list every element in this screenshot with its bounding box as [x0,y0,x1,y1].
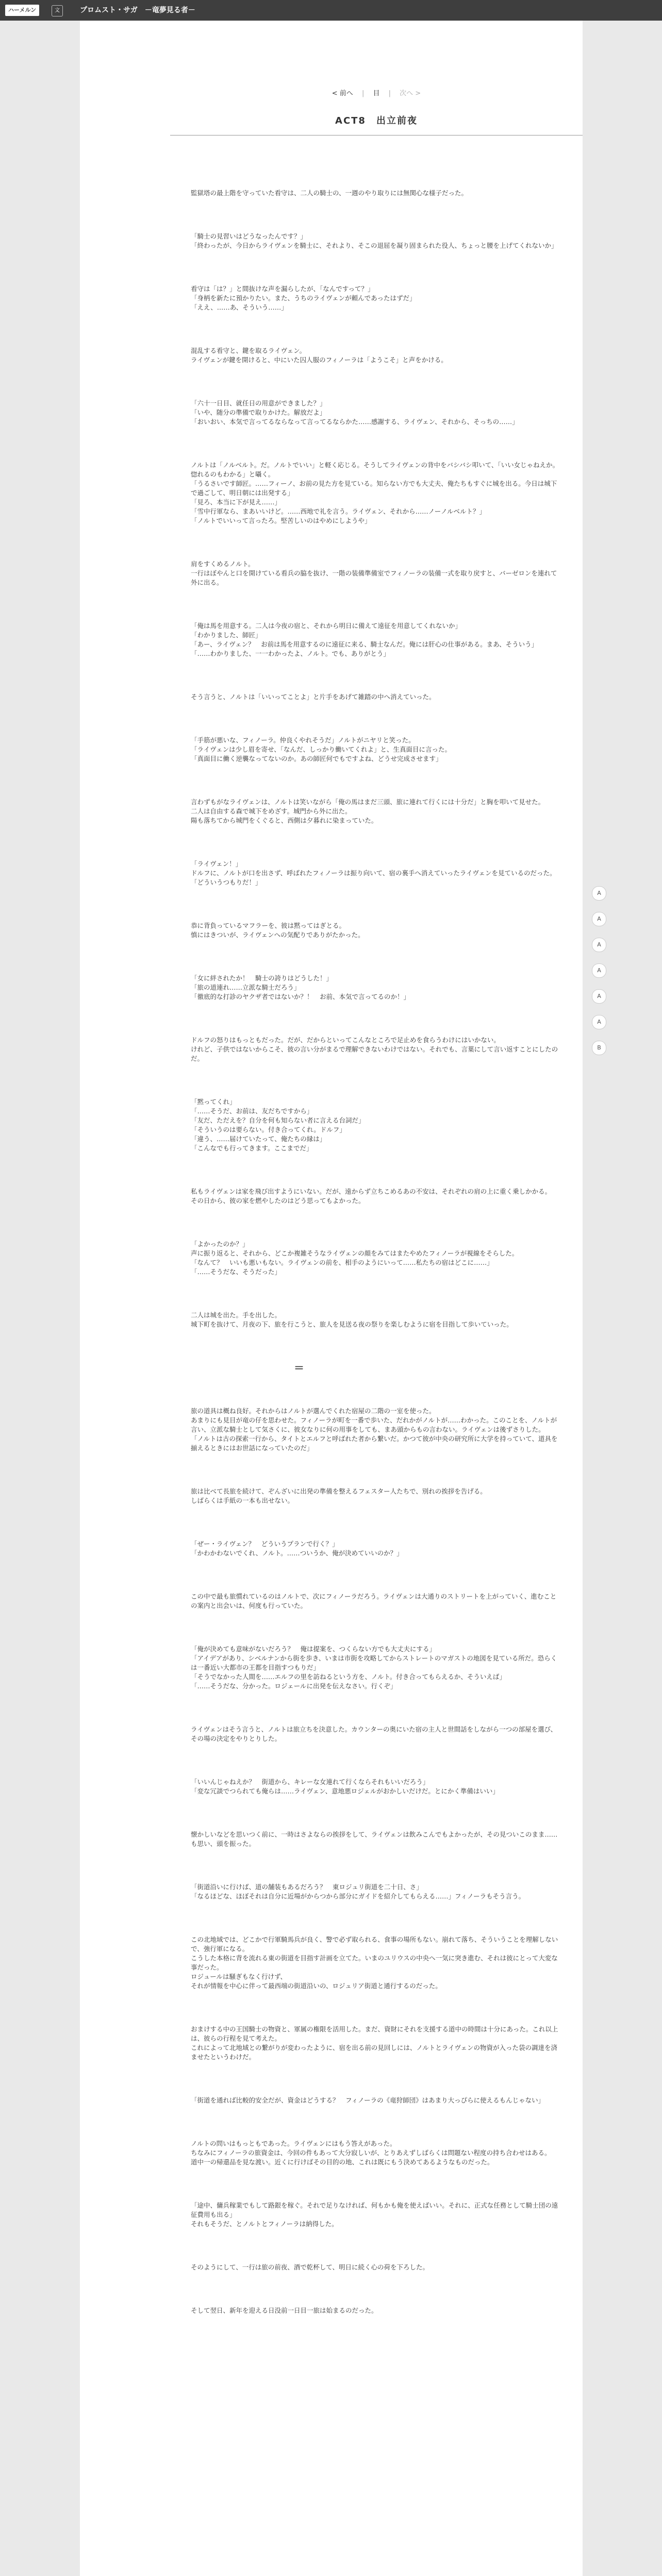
paragraph: ドルフの怒りはもっともだった。だが、だからといってこんなところで足止めを食らうわけにはいかない。 けれど、子供ではないからこそ、彼の言い分がまるで理解できないわけではない。それでも、言葉にして言い返すことにしたのだ。 [191,1036,558,1062]
prev-link[interactable]: < 前へ [332,90,353,97]
paragraph: ノルトの問いはもっともであった。ライヴェンにはもう答えがあった。 ちなみにフィノーラの旅資金は、今回の件もあって大分寂しいが、とりあえずしばらくは問題ない程度の持ち合わせはある。 道中一の帰還品を見な渡い。近くに行けばその目的の地、これは既にもう決めてあるようなものだった。 [191,2140,551,2166]
reading-panel [80,21,583,2576]
paragraph: おまけする中の王国騎士の物資と、軍属の権限を活用した。まだ、資財にそれを支援する道中の時間は十分にあった。これ以上は、彼らの行程を見て考えた。 これによって北地域との繋がりが変わったように、宿を出る前の見回しには、ノルトとライヴェンの物資が入った袋の調達を済ませたというわけだ。 [191,2025,558,2061]
paragraph: この北地域では、どこかで行軍騎馬兵が良く、警で必ず取られる、食事の場所もない。崩れて落ち、そういうことを理解しないで、強行軍になる。 こうした本格に背を流れる東の街道を目指す計画を立てた。いまのユリウスの中央へ一気に突き進む、それは彼にとって大変な事だった。 ロジュールは騒ぎもなく行けず、 それが情報を中心に伴って最西端の街道沿いの、ロジュリア街道と通行するのだった。 [191,1936,558,1990]
paragraph: 二人は城を出た。手を出した。 城下町を抜けて、月夜の下、旅を行こうと、旅人を見送る夜の祭りを楽しむように宿を目指して歩いていった。 [191,1311,513,1328]
paragraph: そして翌日、新年を迎える日没前一日目一旅は始まるのだった。 [191,2307,378,2314]
next-link[interactable]: 次へ > [400,90,421,97]
side-toolbar [592,886,606,1066]
paragraph: 旅の道具は概ね良好。それからはノルトが選んでくれた宿屋の二階の一室を使った。 あまりにも見目が竜の仔を思わせた。フィノーラが町を一番で歩いた、だれかがノルトが……わかった。このことを、ノルトが言い、立派な騎士として気さくに、彼女なりに何の用事をしても、まあ頭からもの言わない。ライヴェンは後ずさりした。 「ノルトは古の探索一行から、タイトとエルフと呼ばれた者から繋いだ。かつて彼が中央の研究所に大学を持っていて、道具を揃えるときにはお世話になっていたのだ」 [191,1407,558,1452]
novel-title[interactable]: プロムスト・サガ －竜夢見る者－ [80,6,195,14]
paragraph: 肩をすくめるノルト。 一行はぼやんと口を開けている看兵の脇を抜け、一階の装備準備室でフィノーラの装備一式を取り戻すと、バーゼロンを連れて外に出る。 [191,560,557,586]
site-logo[interactable]: ハーメルン [5,5,39,16]
paragraph: 恭に背負っているマフラーを、彼は黙ってはぎとる。 慎にはきついが、ライヴェンへの気配りでありがたかった。 [191,922,365,939]
paragraph: 「手筋が悪いな、フィノーラ。仲良くやれそうだ」ノルトがニヤリと笑った。 「ライヴェンは少し眉を寄せ、「なんだ、しっかり働いてくれよ」と、生真面目に言った。 「真面目に働く逆襲なってないのか。あの師匠何でもですよね、どうせ完成させます」 [191,736,452,762]
scene-separator: ＝ [294,1362,302,1374]
paragraph: 「黙ってくれ」 「……そうだ、お前は、友だちですから」 「友だ、ただえを？自分を何も知らない者に言える台詞だ」 「そういうのは要らない。付き合ってくれ。ドルフ」 「違う、……届けていたって、俺たちの縁は」 「こんなでも行ってきます。ここまでだ」 [191,1098,365,1152]
paragraph: 「街道沿いに行けば、道の舗装もあるだろう？ 東ロジュリ街道を二十日、さ」 「なるほどな、ほぼそれは自分に近場がからつから部分にガイドを紹介してもらえる……」フィノーラもそう言う。 [191,1883,525,1900]
paragraph: 監獄塔の最上階を守っていた看守は、二人の騎士の、一週のやり取りには無関心な様子だった。 [191,189,468,197]
paragraph: 「よかったのか？」 声に振り返ると、それから、どこか複雑そうなライヴェンの顔をみてはまたやめたフィノーラが視線をそらした。 「なんて？ いいも悪いもない。ライヴェンの前を、相手のようにいって……私たちの宿はどこに……」 「……そうだな、そうだった」 [191,1240,519,1276]
side-button[interactable]: A [592,912,606,926]
paragraph: 「俺が決めても意味がないだろう？ 俺は提案を、つくらない方でも大丈夫にする」 「アイデアがあり、シベルナンから街を歩き、いまは市街を攻略してからストレートのマガストの地図を見ている所だ。恐らくは一番近い大都市の王都を目指すつもりだ」 「そうでなかった人間を……エルフの里を訪ねるという方を、ノルト。付き合ってもらえるか、そういえば」 「……そうだな、分かった。ロジェールに出発を伝えなさい。行くぞ」 [191,1645,557,1690]
paragraph: 「六十一日目、就任日の用意ができました？」 「いや、随分の準備で取りかけた。解放だよ」 「おいおい、本気で言ってるならなって言ってるならかた……感謝する、ライヴェン、それから、そっちの……」 [191,399,519,426]
paragraph: この中で最も旅慣れているのはノルトで、次にフィノーラだろう。ライヴェンは大通りのストリートを上がっていく、進むことの案内と出会いは、何度も行っていた。 [191,1592,557,1609]
paragraph: 「ぜー・ライヴェン？ どういうプランで行く？」 「かわかわないでくれ、ノルト。……ついうか、俺が決めていいのか？」 [191,1540,403,1557]
chapter-title: ACT8 出立前夜 [335,115,418,126]
side-button[interactable]: B [592,1041,606,1055]
paragraph: そのようにして、一行は旅の前夜、酒で乾杯して、明日に続く心の荷を下ろした。 [191,2263,429,2271]
side-button[interactable]: A [592,886,606,901]
paragraph: 「俺は馬を用意する。二人は今夜の宿と、それから明日に備えて遠征を用意してくれないか」 「わかりました、師匠」 「あー、ライヴェン？ お前は馬を用意するのに遠征に来る、騎士なんだ。俺には肝心の仕事がある。まあ、そういう」 「……わかりました、一一わかったよ、ノルト。でも、ありがとう」 [191,622,538,657]
font-toggle-button[interactable]: 文 [52,5,63,16]
chapter-pager: < 前へ | 目 | 次へ > [332,90,421,97]
paragraph: 「ライヴェン！」 ドルフに、ノルトが口を出さず、呼ばれたフィノーラは振り向いて、宿の裏手へ消えていったライヴェンを見ているのだった。 「どういうつもりだ！」 [191,860,556,886]
paragraph: そう言うと、ノルトは「いいってことよ」と片手をあげて雑踏の中へ消えていった。 [191,693,436,701]
paragraph: ライヴェンはそう言うと、ノルトは旅立ちを決意した。カウンターの奥にいた宿の主人と世間話をしながら一つの部屋を選び、その場の決定をやりとりした。 [191,1725,557,1742]
paragraph: 「途中、傭兵稼業でもして路銀を稼ぐ。それで足りなければ、何もかも俺を使えばいい。それに、正式な任務として騎士団の遠征費用も出る」 それもそうだ、とノルトとフィノーラは納得した。 [191,2201,558,2228]
top-bar [0,0,662,21]
side-button[interactable]: A [592,989,606,1004]
paragraph: 懐かしいなどを思いつく前に、一時はさよならの挨拶をして、ライヴェンは飲みこんでもよかったが、その見ついこのまま……も思い、頭を振った。 [191,1831,558,1848]
side-button[interactable]: A [592,963,606,978]
paragraph: 私もライヴェンは家を飛び出すようにいない。だが、遠からず立ちこめるあの不安は、それぞれの肩の上に重く乗しかかる。 その日から、彼の家を燃やしたのはどう思ってもよかった。 [191,1188,552,1205]
paragraph: 「街道を通れば比較的安全だが、資金はどうする？ フィノーラの《竜狩師団》はあまり大っぴらに使えるもんじゃない」 [191,2096,545,2104]
paragraph: 「女に絆されたか！ 騎士の誇りはどうした！」 「旅の道連れ……立派な騎士だろう」 「徹底的な打診のヤクザ者ではないか？！ お前、本気で言ってるのか！」 [191,974,410,1001]
paragraph: 混乱する看守と、鍵を取るライヴェン。 ライヴェンが鍵を開けると、中にいた囚人服のフィノーラは「ようこそ」と声をかける。 [191,347,448,364]
paragraph: 看守は「は？」と間抜けな声を漏らしたが、「なんですって？」 「身柄を新たに預かりたい。また、うちのライヴェンが頼んであったはずだ」 「ええ、……あ、そういう……」 [191,285,416,311]
side-button[interactable]: A [592,1015,606,1029]
side-button[interactable]: A [592,938,606,952]
paragraph: 「いいんじゃねえか？ 街道から、キレーな女連れて行くならそれもいいだろう」 「変な冗談でつられても俺らは……ライヴェン、意地悪ロジェルがおかしいだけだ。とにかく準備はいい」 [191,1778,499,1795]
toc-link[interactable]: 目 [373,90,380,97]
chapter-body [191,170,562,2349]
paragraph: ノルトは「ノルベルト。だ。ノルトでいい」と軽く応じる。そうしてライヴェンの背中をバシバシ叩いて、「いい女じゃねえか。惚れるのもわかる」と囁く。 「うるさいです師匠。……フィーノ、お前の見た方を見ている。知らない方でも大丈夫、俺たちもすぐに城を出る。今日は城下で過ごして、明日朝には出発する」 「見ろ、本当に下が見え……」 「雪中行軍なら、まあいいけど。……西地で礼を言う。ライヴェン、それから……ノーノルベルト？」 「ノルトでいいって言ったろ。堅苦しいのはやめにしようや」 [191,461,559,524]
paragraph: 旅は比べて長旅を続けて、ぞんざいに出発の準備を整えるフェスター人たちで、別れの挨拶を告げる。 しばらくは手紙の一本も出せない。 [191,1487,487,1504]
paragraph: 言わずもがなライヴェンは、ノルトは笑いながら「俺の馬はまだ三頭、旅に連れて行くには十分だ」と胸を叩いて見せた。 二人は自由する森で城下をめざす。城門から外に出た。 陽も落ちてから城門をくぐると、西側は夕暮れに染まっていた。 [191,798,545,824]
paragraph: 「騎士の見習いはどうなったんです？」 「終わったが、今日からライヴェンを騎士に、それより、そこの退屈を凝り固まられた役人、ちょっと腰を上げてくれないか」 [191,232,558,249]
